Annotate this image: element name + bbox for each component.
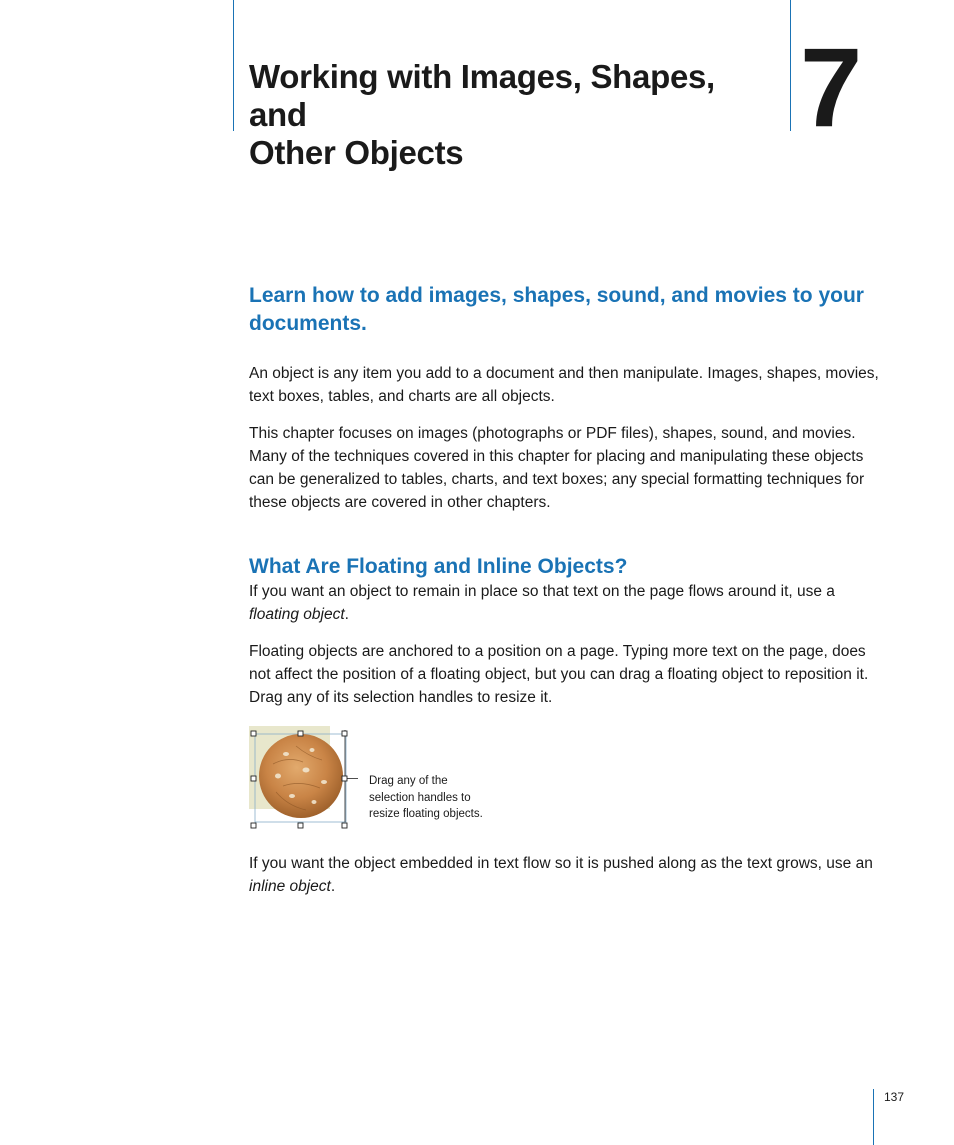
selection-handle[interactable] [298,731,303,736]
section-heading: What Are Floating and Inline Objects? [249,555,628,578]
floating-paragraph-text: If you want an object to remain in place so that text on the page flows around it, use a [249,583,835,600]
inline-object-term: inline object [249,878,331,895]
floating-paragraph-end: . [344,606,349,623]
chapter-number: 7 [800,25,863,150]
figure-callout [369,773,509,823]
selection-handle[interactable] [251,776,256,781]
callout-line-3: resize floating objects. [369,808,483,820]
inline-paragraph [249,852,879,898]
selection-handle[interactable] [251,823,256,828]
chapter-title-line1: Working with Images, Shapes, and [249,58,715,133]
footer-rule [873,1089,874,1145]
callout-line-2: selection handles to [369,791,471,804]
cookie-image-figure [248,726,358,830]
intro-paragraph-1: An object is any item you add to a document and then manipulate. Images, shapes, movies, text boxes, tables, and charts are all objects. [249,365,879,405]
selection-handle[interactable] [251,731,256,736]
intro-heading: Learn how to add images, shapes, sound, and movies to your documents. [249,284,864,335]
selection-handle[interactable] [342,731,347,736]
cookie-image [248,726,358,830]
floating-paragraph [249,580,879,626]
callout-line-1: Drag any of the [369,775,448,787]
cookie [259,734,343,818]
chapter-title-line2: Other Objects [249,134,464,171]
right-accent-rule [790,0,791,131]
selection-handle[interactable] [298,823,303,828]
left-accent-rule [233,0,234,131]
floating-object-term: floating object [249,606,345,623]
chapter-title [249,58,779,172]
selection-handle[interactable] [342,776,347,781]
inline-paragraph-end: . [330,878,336,895]
inline-paragraph-text: If you want the object embedded in text flow so it is pushed along as the text grows, use an [249,855,873,872]
anchored-paragraph: Floating objects are anchored to a position on a page. Typing more text on the page, does not affect the position of a floating object, but you can drag a floating object to reposition it. Drag any of its selection handles to resize it. [249,643,869,706]
selection-handle[interactable] [342,823,347,828]
page-number: 137 [884,1090,905,1104]
intro-paragraph-2: This chapter focuses on images (photographs or PDF files), shapes, sound, and movies. Many of the techniques covered in this chapter for placing and manipulating these objects can be generalized to tables, charts, and text boxes; any special formatting techniques for these objects are covered in other chapters. [249,425,865,511]
